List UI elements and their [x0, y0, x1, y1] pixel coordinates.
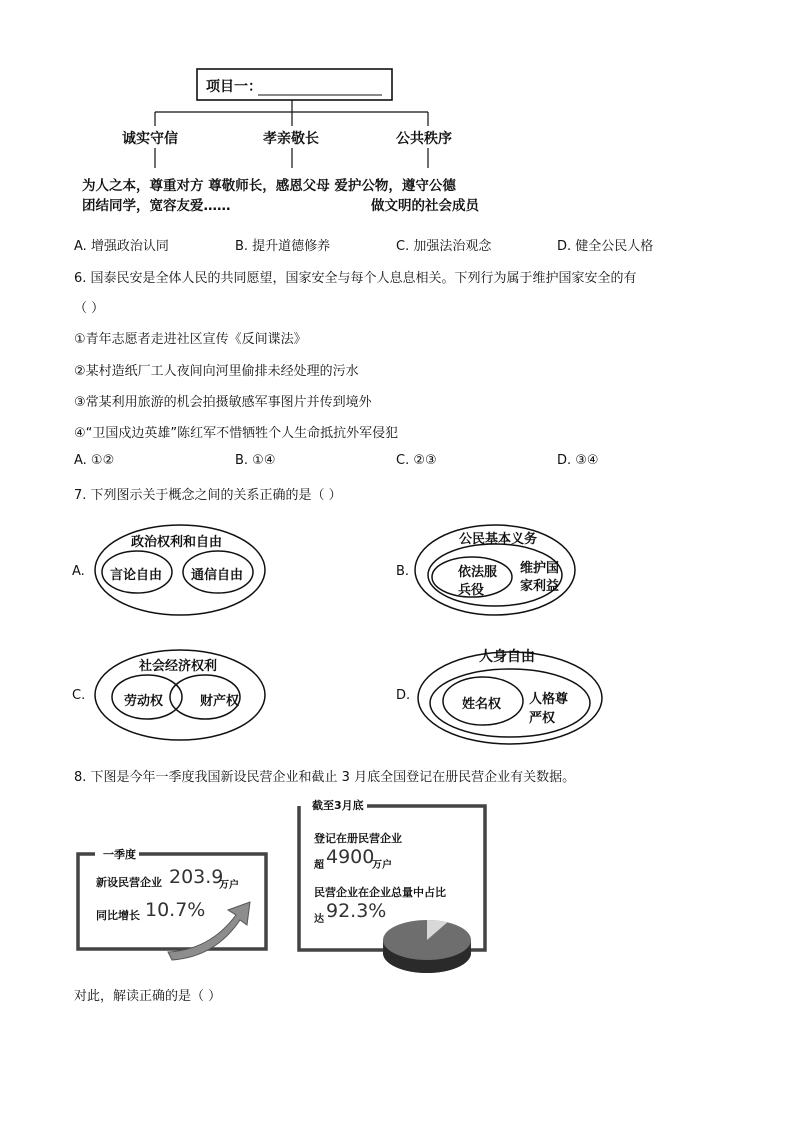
- project-header-label: 项目一：: [206, 79, 262, 95]
- venn-d-side-label-1: 人格尊: [529, 692, 569, 707]
- diagram-desc-line2-left: 团结同学，宽容友爱……: [82, 198, 231, 214]
- q6-option-d: D. ③④: [557, 453, 599, 468]
- q8-stem: 8. 下图是今年一季度我国新设民营企业和截止 3 月底全国登记在册民营企业有关数据。: [74, 770, 576, 785]
- q5-option-d: D. 健全公民人格: [557, 239, 654, 254]
- venn-b-side-label-2: 家利益: [520, 579, 560, 594]
- new-enterprises-unit: 万户: [219, 880, 239, 891]
- q6-item-2: ②某村造纸厂工人夜间向河里偷排未经处理的污水: [74, 364, 359, 379]
- q6-option-a: A. ①②: [74, 453, 115, 468]
- q5-option-c: C. 加强法治观念: [396, 239, 492, 254]
- q6-item-4: ④“卫国戍边英雄”陈红军不惜牺牲个人生命抵抗外军侵犯: [74, 426, 399, 441]
- q7-option-c-letter: C.: [72, 688, 86, 703]
- venn-b-inner-label-2: 兵役: [458, 583, 485, 598]
- new-enterprises-value: 203.9: [169, 866, 224, 888]
- share-value: 92.3%: [326, 900, 387, 922]
- venn-c-outer-label: 社会经济权利: [139, 659, 218, 674]
- right-card-tag: 截至3月底: [309, 797, 367, 813]
- growth-value: 10.7%: [145, 899, 206, 921]
- q7-option-d-letter: D.: [396, 688, 411, 703]
- q6-stem: 6. 国泰民安是全体人民的共同愿望，国家安全与每个人息息相关。下列行为属于维护国家安全的有: [74, 271, 637, 286]
- branch-filial: 孝亲敬长: [263, 131, 319, 147]
- branch-honesty: 诚实守信: [122, 131, 178, 147]
- q5-option-a: A. 增强政治认同: [74, 239, 169, 254]
- share-label: 民营企业在企业总量中占比: [314, 886, 446, 899]
- q7-venn-diagrams: [0, 515, 794, 755]
- venn-b-inner-label-1: 依法服: [458, 565, 498, 580]
- enterprise-share-pie-chart: [383, 920, 471, 973]
- diagram-desc-line1: 为人之本，尊重对方 尊敬师长，感恩父母 爱护公物，遵守公德: [82, 178, 456, 194]
- venn-d-outer-label: 人身自由: [479, 649, 535, 665]
- right-card-frame-left: [299, 806, 385, 950]
- q7-option-b-letter: B.: [396, 564, 410, 579]
- venn-b-outer-label: 公民基本义务: [459, 532, 538, 547]
- q6-item-3: ③常某利用旅游的机会拍摄敏感军事图片并传到境外: [74, 395, 372, 410]
- q5-option-b: B. 提升道德修养: [235, 239, 331, 254]
- left-card-tag: 一季度: [100, 846, 139, 862]
- venn-c-right-label: 财产权: [200, 694, 240, 709]
- venn-c-left-label: 劳动权: [124, 694, 164, 709]
- q7-option-a-letter: A.: [72, 564, 85, 579]
- new-enterprises-label: 新设民营企业: [96, 876, 162, 889]
- q7-stem: 7. 下列图示关于概念之间的关系正确的是（ ）: [74, 488, 342, 503]
- registered-unit: 万户: [372, 860, 392, 871]
- diagram-desc-line2-right: 做文明的社会成员: [371, 198, 479, 214]
- venn-d-side-label-2: 严权: [529, 711, 556, 726]
- growth-label: 同比增长: [96, 909, 140, 922]
- q8-followup: 对此，解读正确的是（ ）: [74, 989, 222, 1004]
- venn-a-left-label: 言论自由: [110, 568, 163, 583]
- venn-d-inner-label: 姓名权: [462, 697, 502, 712]
- q6-option-b: B. ①④: [235, 453, 276, 468]
- registered-enterprises-label: 登记在册民营企业: [314, 832, 402, 845]
- q6-item-1: ①青年志愿者走进社区宣传《反间谍法》: [74, 332, 307, 347]
- q6-option-c: C. ②③: [396, 453, 437, 468]
- share-prefix: 达: [314, 914, 324, 925]
- q6-paren: （ ）: [74, 301, 105, 316]
- registered-value: 4900: [326, 846, 375, 868]
- registered-prefix: 超: [314, 860, 324, 871]
- venn-a-outer-label: 政治权利和自由: [131, 535, 223, 550]
- venn-a-right-label: 通信自由: [191, 568, 244, 583]
- branch-public-order: 公共秩序: [396, 131, 452, 147]
- venn-b-side-label-1: 维护国: [520, 561, 560, 576]
